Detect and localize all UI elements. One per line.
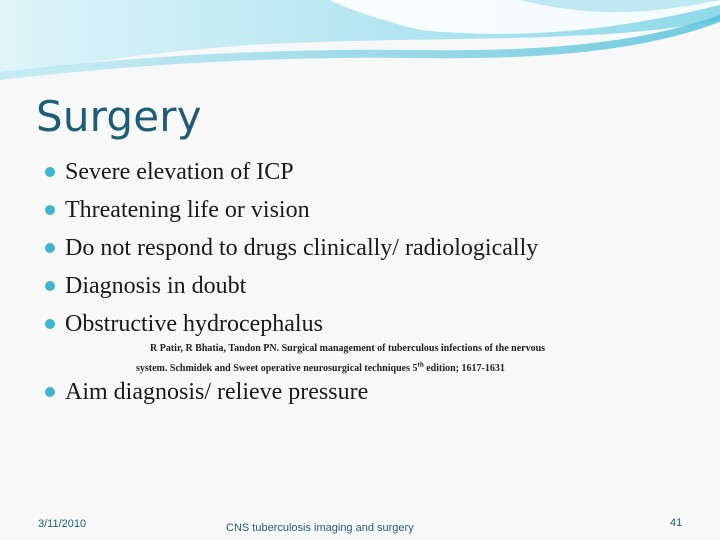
bullet-item bbox=[44, 378, 704, 406]
bullet-text: Severe elevation of ICP bbox=[65, 159, 294, 185]
slide-title: Surgery bbox=[36, 92, 202, 141]
header-wave-decoration bbox=[0, 0, 720, 90]
reference-text: system. Schmidek and Sweet operative neurosurgical techniques 5 bbox=[136, 363, 418, 375]
reference-superscript: th bbox=[417, 361, 424, 369]
bullet-item bbox=[44, 234, 704, 262]
bullet-dot-icon bbox=[45, 243, 55, 253]
bullet-dot-icon bbox=[45, 281, 55, 291]
bullet-list-secondary bbox=[44, 378, 704, 416]
bullet-text: Do not respond to drugs clinically/ radiologically bbox=[65, 235, 539, 261]
bullet-item bbox=[44, 272, 704, 300]
bullet-dot-icon bbox=[45, 205, 55, 215]
footer-title: CNS tuberculosis imaging and surgery bbox=[226, 522, 414, 534]
page-number: 41 bbox=[670, 517, 683, 529]
bullet-item bbox=[44, 310, 704, 338]
footer-date: 3/11/2010 bbox=[38, 518, 87, 530]
bullet-text: Threatening life or vision bbox=[65, 197, 310, 223]
bullet-text: Obstructive hydrocephalus bbox=[65, 311, 323, 337]
bullet-dot-icon bbox=[45, 167, 55, 177]
bullet-list bbox=[44, 158, 704, 348]
bullet-text: Aim diagnosis/ relieve pressure bbox=[65, 379, 369, 405]
bullet-dot-icon bbox=[45, 319, 55, 329]
bullet-item bbox=[44, 158, 704, 186]
reference-citation bbox=[136, 341, 696, 377]
bullet-dot-icon bbox=[45, 387, 55, 397]
reference-line-1: R Patir, R Bhatia, Tandon PN. Surgical management of tuberculous infections of the nervous bbox=[150, 343, 546, 354]
reference-line-2 bbox=[136, 363, 505, 374]
bullet-text: Diagnosis in doubt bbox=[65, 273, 247, 299]
bullet-item bbox=[44, 196, 704, 224]
reference-text: edition; 1617-1631 bbox=[423, 363, 505, 375]
